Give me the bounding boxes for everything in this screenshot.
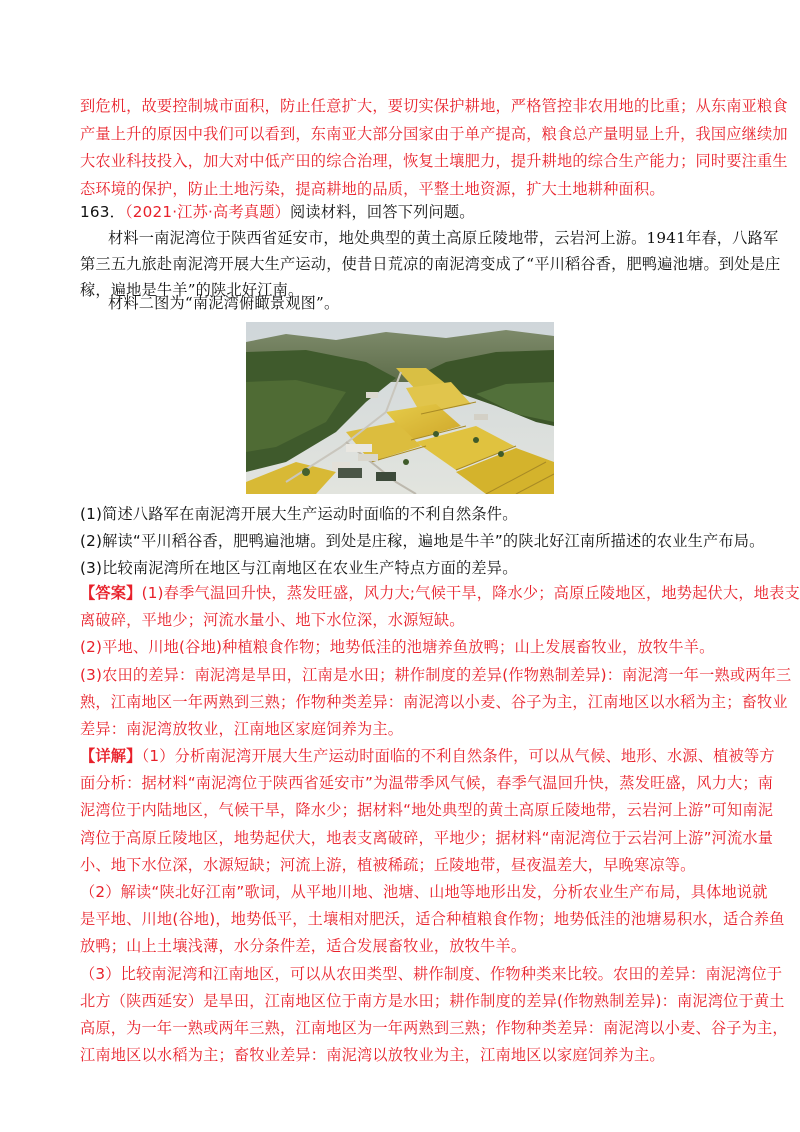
sub-question-1: (1)简述八路军在南泥湾开展大生产运动时面临的不利自然条件。 xyxy=(80,505,518,523)
text-line: 第三五九旅赴南泥湾开展大生产运动，使昔日荒凉的南泥湾变成了“平川稻谷香，肥鸭遍池塘。到处是庄 xyxy=(80,255,781,273)
text-line xyxy=(80,743,775,770)
text-line: 湾位于高原丘陵地区，地势起伏大，地表支离破碎，平地少；据材料“南泥湾位于云岩河上游”河流水量 xyxy=(80,828,774,847)
sub-question-3: (3)比较南泥湾所在地区与江南地区在农业生产特点方面的差异。 xyxy=(80,559,518,578)
answer-2-text: (2)平地、川地(谷地)种植粮食作物；地势低洼的池塘养鱼放鸭；山上发展畜牧业，放牧牛羊。 xyxy=(80,638,715,657)
text-line: 材料二图为“南泥湾俯瞰景观图”。 xyxy=(108,294,340,312)
text-line: 大农业科技投入，加大对中低产田的综合治理，恢复土壤肥力，提升耕地的综合生产能力；同时要注重生 xyxy=(80,152,788,170)
explanation-2-text: （2）解读“陕北好江南”歌词，从平地川地、池塘、山地等地形出发，分析农业生产布局，具体地说就 xyxy=(80,883,768,902)
explanation-section xyxy=(80,743,788,1069)
text-line: 离破碎，平地少；河流水量小、地下水位深，水源短缺。 xyxy=(80,611,465,630)
question-header xyxy=(80,199,726,225)
answer-section xyxy=(80,580,800,743)
text-line: 江南地区以水稻为主；畜牧业差异：南泥湾以放牧业为主，江南地区以家庭饲养为主。 xyxy=(80,1046,665,1065)
explanation-1-text: （1）分析南泥湾开展大生产运动时面临的不利自然条件，可以从气候、地形、水源、植被等方 xyxy=(141,747,775,765)
answer-1-text: (1)春季气温回升快，蒸发旺盛，风力大;气候干旱，降水少；高原丘陵地区，地势起伏大，地表支 xyxy=(141,584,800,602)
text-line: 材料一南泥湾位于陕西省延安市，地处典型的黄土高原丘陵地带，云岩河上游。1941年春，八路军 xyxy=(108,229,779,247)
answer-3-text: (3)农田的差异：南泥湾是旱田，江南是水田；耕作制度的差异(作物熟制差异)：南泥湾一年一熟或两年三 xyxy=(80,665,792,684)
question-prompt: 阅读材料，回答下列问题。 xyxy=(290,203,475,221)
text-line: 产量上升的原因中我们可以看到，东南亚大部分国家由于单产提高，粮食总产量明显上升，我国应继续加 xyxy=(80,124,788,143)
previous-answer-paragraph xyxy=(80,93,788,203)
text-line xyxy=(80,580,800,607)
question-number: 163． xyxy=(80,203,125,221)
explanation-label: 【详解】 xyxy=(80,747,142,765)
text-line: 态环境的保护，防止土地污染，提高耕地的品质，平整土地资源，扩大土地耕种面积。 xyxy=(80,179,665,198)
nanniwan-aerial-photo xyxy=(246,322,554,494)
text-line: 北方（陕西延安）是旱田，江南地区位于南方是水田；耕作制度的差异(作物熟制差异)：南泥湾位于黄土 xyxy=(80,991,785,1010)
text-line: 面分析：据材料“南泥湾位于陕西省延安市”为温带季风气候，春季气温回升快，蒸发旺盛，风力大；南 xyxy=(80,774,774,793)
sub-question-2: (2)解读“平川稻谷香，肥鸭遍池塘。到处是庄稼，遍地是牛羊”的陕北好江南所描述的农业生产布局。 xyxy=(80,532,765,551)
text-line: 差异：南泥湾放牧业，江南地区家庭饲养为主。 xyxy=(80,720,404,739)
material-two xyxy=(80,290,726,316)
text-line: 小、地下水位深，水源短缺；河流上游，植被稀疏；丘陵地带，昼夜温差大，早晚寒凉等。 xyxy=(80,855,696,874)
answer-label: 【答案】 xyxy=(80,584,142,602)
text-line: 泥湾位于内陆地区，气候干旱，降水少；据材料“地处典型的黄土高原丘陵地带，云岩河上游”可知南泥 xyxy=(80,801,774,820)
explanation-3-text: （3）比较南泥湾和江南地区，可以从农田类型、耕作制度、作物种类来比较。农田的差异：南泥湾位于 xyxy=(80,964,783,983)
text-line: 高原，为一年一熟或两年三熟，江南地区为一年两熟到三熟；作物种类差异：南泥湾以小麦、谷子为主， xyxy=(80,1019,788,1038)
text-line: 到危机，故要控制城市面积，防止任意扩大，要切实保护耕地，严格管控非农用地的比重；从东南亚粮食 xyxy=(80,97,788,115)
text-line: 放鸭；山上土壤浅薄，水分条件差，适合发展畜牧业，放牧牛羊。 xyxy=(80,937,527,956)
text-line: 稼，遍地是牛羊”的陕北好江南。 xyxy=(80,281,304,299)
text-line: 是平地、川地(谷地)，地势低平，土壤相对肥沃，适合种植粮食作物；地势低洼的池塘易积水，适合养鱼 xyxy=(80,910,785,929)
sub-questions xyxy=(80,501,765,583)
text-line: 熟，江南地区一年两熟到三熟；作物种类差异：南泥湾以小麦、谷子为主，江南地区以水稻为主；畜牧业 xyxy=(80,692,788,711)
question-source: （2021·江苏·高考真题） xyxy=(124,203,290,221)
